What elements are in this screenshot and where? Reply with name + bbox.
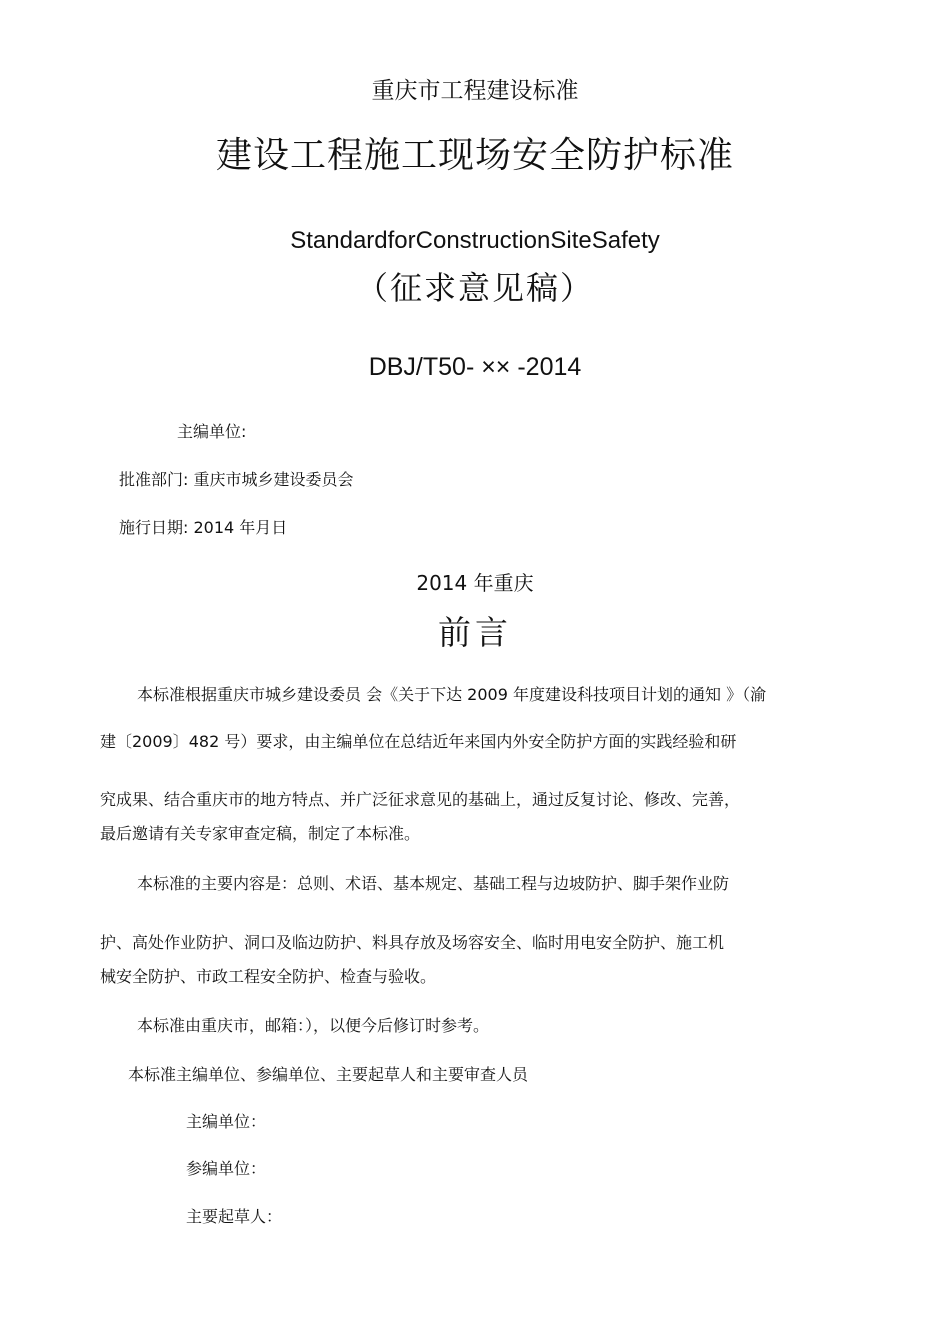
preface-line: 本标准的主要内容是：总则、术语、基本规定、基础工程与边坡防护、脚手架作业防	[137, 874, 730, 893]
cover-series-title: 重庆市工程建设标准	[371, 78, 579, 104]
approval-department: 批准部门: 重庆市城乡建设委员会	[119, 470, 354, 489]
preface-line: 主编单位：	[186, 1112, 267, 1131]
preface-line: 建〔2009〕482 号）要求，由主编单位在总结近年来国内外安全防护方面的实践经验和研	[100, 732, 737, 751]
preface-line: 本标准由重庆市，邮箱：），以便今后修订时参考。	[137, 1016, 490, 1035]
effective-date: 施行日期: 2014 年月日	[119, 518, 288, 537]
english-title: StandardforConstructionSiteSafety	[290, 227, 660, 254]
preface-line: 本标准根据重庆市城乡建设委员 会《关于下达 2009 年度建设科技项目计划的通知 》（渝	[137, 685, 767, 704]
preface-line: 械安全防护、市政工程安全防护、检查与验收。	[100, 967, 437, 986]
standard-code: DBJ/T50- ×× -2014	[368, 353, 582, 381]
standard-title: 建设工程施工现场安全防护标准	[215, 135, 734, 176]
preface-line: 参编单位：	[186, 1159, 267, 1178]
preface-line: 最后邀请有关专家审查定稿，制定了本标准。	[100, 824, 421, 843]
preface-line: 本标准主编单位、参编单位、主要起草人和主要审查人员	[128, 1065, 529, 1084]
preface-line: 究成果、结合重庆市的地方特点、并广泛征求意见的基础上，通过反复讨论、修改、完善，	[100, 790, 741, 809]
chief-editor-label: 主编单位:	[177, 422, 247, 441]
cover-footer-year: 2014 年重庆	[416, 571, 534, 595]
preface-heading: 前言	[438, 613, 512, 652]
preface-line: 护、高处作业防护、洞口及临边防护、料具存放及场容安全、临时用电安全防护、施工机	[100, 933, 725, 952]
draft-label: （征求意见稿）	[355, 269, 594, 307]
preface-line: 主要起草人：	[186, 1207, 283, 1226]
